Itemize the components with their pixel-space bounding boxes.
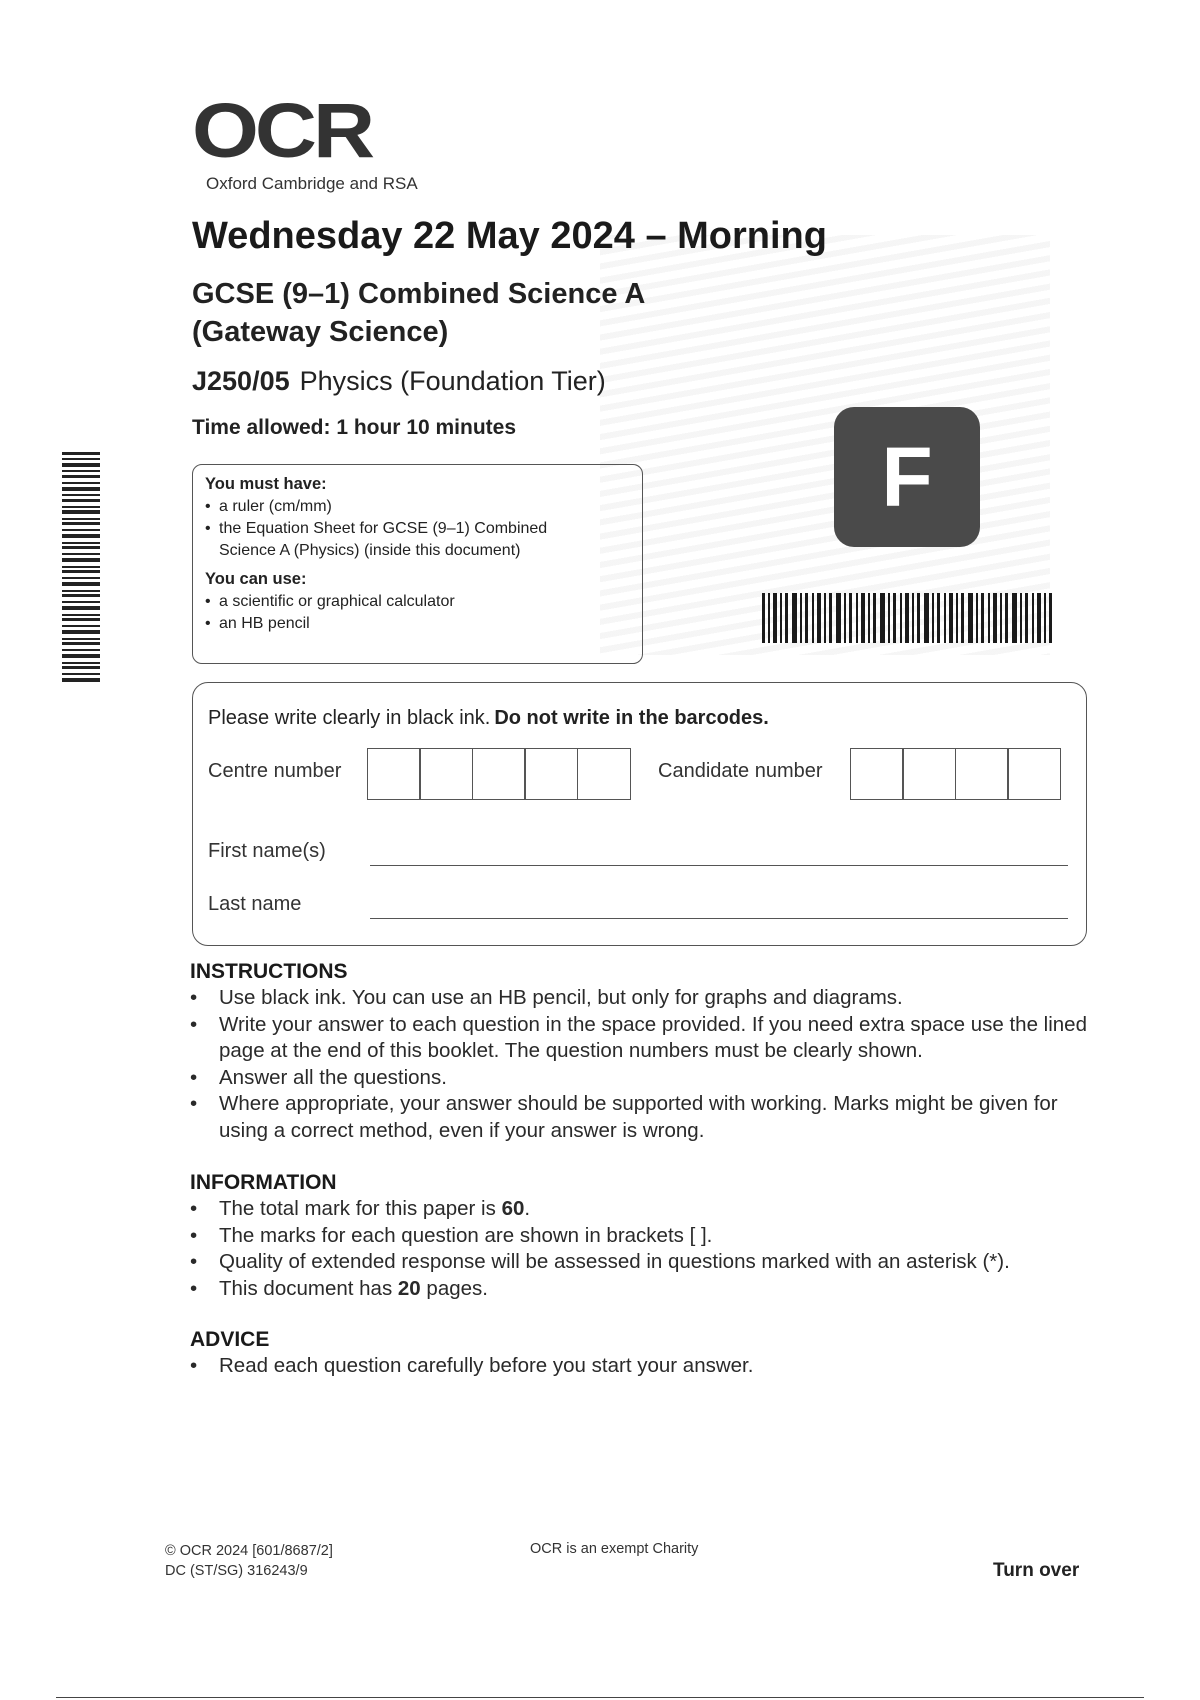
- first-name-label: First name(s): [208, 840, 326, 862]
- advice-heading: ADVICE: [190, 1328, 270, 1351]
- centre-digit-box[interactable]: [524, 748, 578, 800]
- vertical-barcode-icon: [54, 452, 100, 682]
- candidate-digit-box[interactable]: [955, 748, 1009, 800]
- logo-text: OCR: [192, 87, 372, 174]
- first-name-field[interactable]: [370, 865, 1068, 866]
- horizontal-barcode-icon: [762, 593, 1052, 651]
- must-have-heading: You must have:: [205, 475, 327, 493]
- information-heading: INFORMATION: [190, 1171, 337, 1194]
- candidate-number-label: Candidate number: [658, 760, 823, 782]
- subject-title: [192, 275, 645, 351]
- list-item: • Write your answer to each question in the space provided. If you need extra space use the lined page at the end of this booklet. The question numbers must be clearly shown.: [190, 1012, 1090, 1065]
- list-item: • a scientific or graphical calculator: [205, 591, 630, 613]
- paper-code-line: [192, 366, 606, 397]
- must-have-list: [205, 496, 630, 562]
- candidate-digit-box[interactable]: [902, 748, 956, 800]
- turn-over-label: Turn over: [993, 1560, 1080, 1581]
- centre-digit-box[interactable]: [367, 748, 421, 800]
- requirements-box: [192, 464, 643, 664]
- centre-digit-box[interactable]: [419, 748, 473, 800]
- tier-badge: F: [834, 407, 980, 547]
- list-item: • Answer all the questions.: [190, 1065, 1090, 1092]
- information-section: [190, 1171, 1090, 1302]
- exam-date-title: Wednesday 22 May 2024 – Morning: [192, 215, 827, 257]
- footer-copyright: [165, 1541, 333, 1581]
- instructions-section: [190, 960, 1090, 1144]
- list-item: • an HB pencil: [205, 613, 630, 635]
- ocr-logo: [192, 87, 418, 194]
- list-item: • Use black ink. You can use an HB pencil, but only for graphs and diagrams.: [190, 985, 1090, 1012]
- last-name-field[interactable]: [370, 918, 1068, 919]
- logo-subtext: Oxford Cambridge and RSA: [206, 174, 418, 193]
- list-item: • The marks for each question are shown in brackets [ ].: [190, 1223, 1090, 1250]
- write-clearly-note: Please write clearly in black ink. Do not write in the barcodes.: [208, 707, 769, 729]
- list-item: • a ruler (cm/mm): [205, 496, 630, 518]
- list-item: • Read each question carefully before you start your answer.: [190, 1353, 1090, 1380]
- paper-title: Physics (Foundation Tier): [299, 366, 606, 396]
- subject-line-1: GCSE (9–1) Combined Science A: [192, 278, 646, 310]
- candidate-digit-box[interactable]: [850, 748, 904, 800]
- instructions-heading: INSTRUCTIONS: [190, 960, 348, 983]
- document-code: DC (ST/SG) 316243/9: [165, 1563, 308, 1579]
- advice-section: [190, 1328, 1090, 1380]
- list-item: • This document has 20 pages.: [190, 1276, 1090, 1303]
- list-item: • Where appropriate, your answer should be supported with working. Marks might be given for using a correct method, even if your answer is wrong.: [190, 1091, 1090, 1144]
- copyright-text: © OCR 2024 [601/8687/2]: [165, 1543, 333, 1559]
- candidate-number-field[interactable]: [851, 748, 1061, 800]
- can-use-list: [205, 591, 630, 635]
- time-allowed: Time allowed: 1 hour 10 minutes: [192, 416, 517, 439]
- paper-code: J250/05: [192, 366, 290, 396]
- background-watermark: [600, 235, 1050, 655]
- centre-digit-box[interactable]: [472, 748, 526, 800]
- last-name-label: Last name: [208, 893, 302, 915]
- list-item: • The total mark for this paper is 60.: [190, 1196, 1090, 1223]
- subject-line-2: (Gateway Science): [192, 316, 449, 348]
- charity-note: OCR is an exempt Charity: [530, 1541, 699, 1557]
- can-use-heading: You can use:: [205, 570, 307, 588]
- centre-number-label: Centre number: [208, 760, 342, 782]
- candidate-digit-box[interactable]: [1007, 748, 1061, 800]
- list-item: • the Equation Sheet for GCSE (9–1) Combined Science A (Physics) (inside this document): [205, 518, 630, 562]
- bottom-rule: [56, 1697, 1144, 1698]
- centre-number-field[interactable]: [368, 748, 631, 800]
- list-item: • Quality of extended response will be assessed in questions marked with an asterisk (*).: [190, 1249, 1090, 1276]
- centre-digit-box[interactable]: [577, 748, 631, 800]
